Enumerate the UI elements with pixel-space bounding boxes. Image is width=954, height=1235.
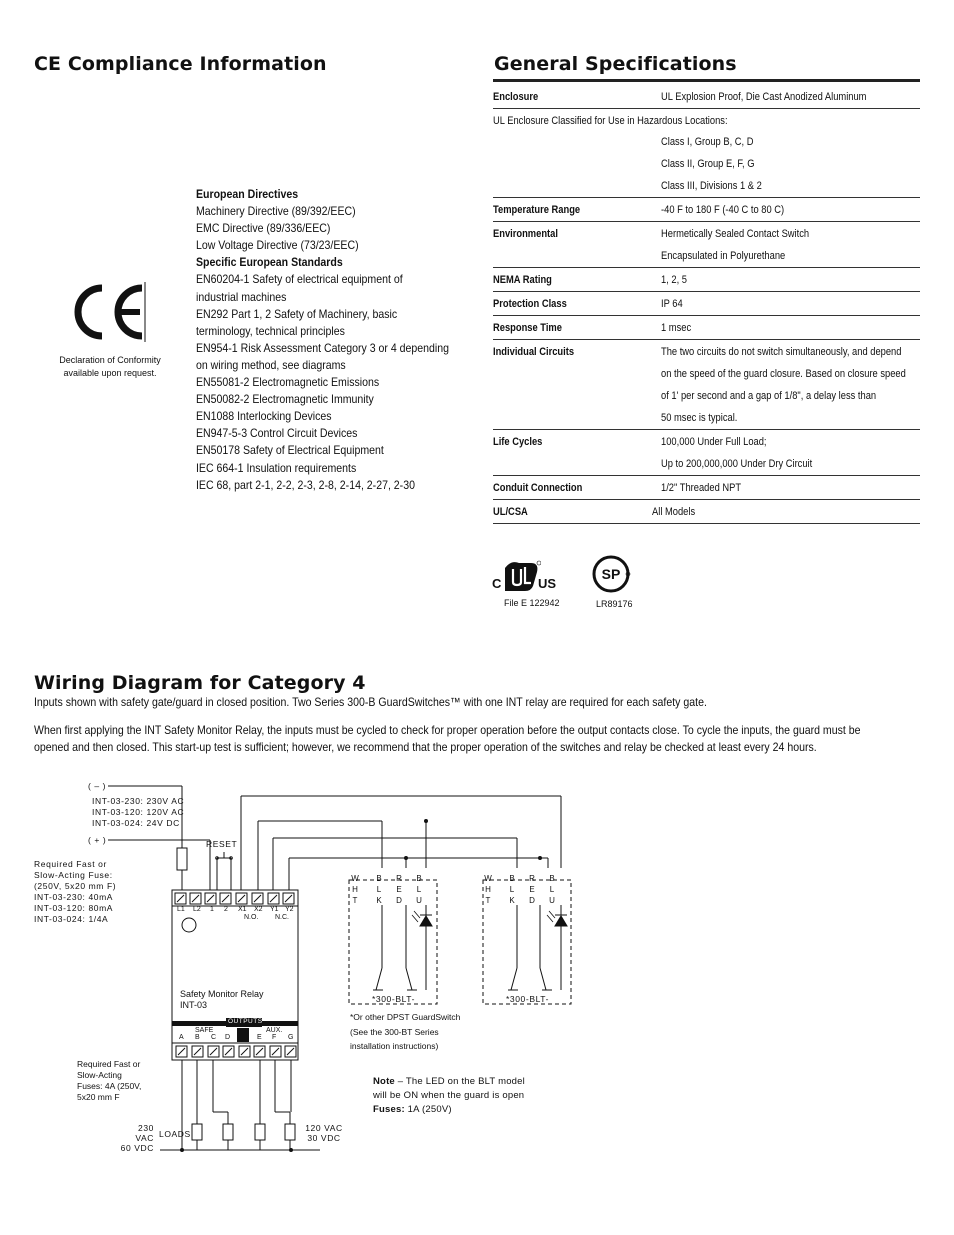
output-terminal: C bbox=[211, 1034, 217, 1041]
standard-item: industrial machines bbox=[196, 289, 287, 304]
spec-label: Protection Class bbox=[493, 298, 567, 310]
wire-label-blk: B L K bbox=[376, 874, 382, 905]
spec-value: Up to 200,000,000 Under Dry Circuit bbox=[661, 458, 813, 470]
terminal-label: 1 bbox=[210, 906, 214, 913]
spec-label: NEMA Rating bbox=[493, 274, 552, 286]
spec-value: UL Explosion Proof, Die Cast Anodized Aluminum bbox=[661, 91, 867, 103]
load-fuse-line: Required Fast or bbox=[77, 1059, 141, 1069]
svg-text:SP: SP bbox=[601, 566, 621, 582]
terminal-label: X2 bbox=[254, 906, 263, 913]
directive-item: Low Voltage Directive (73/23/EEC) bbox=[196, 238, 359, 253]
spec-value: Class II, Group E, F, G bbox=[661, 158, 755, 170]
wiring-instructions-line: opened and then closed. This start-up test is sufficient; however, we recommend that the proper operation of the switches and relay be checked at least every 24 hours. bbox=[34, 740, 817, 754]
ul-recognized-icon bbox=[501, 560, 541, 592]
reset-label: RESET bbox=[206, 839, 238, 849]
nc-label: N.C. bbox=[275, 914, 289, 921]
standard-item: EN292 Part 1, 2 Safety of Machinery, basic bbox=[196, 306, 398, 321]
load-fuse-line: Fuses: 4A (250V, bbox=[77, 1081, 142, 1091]
terminal-label: L1 bbox=[177, 906, 185, 913]
standard-item: EN60204-1 Safety of electrical equipment of bbox=[196, 272, 403, 287]
spec-divider bbox=[493, 221, 920, 222]
spec-divider bbox=[493, 267, 920, 268]
supply-voltages bbox=[92, 796, 184, 829]
wire-label-red: R E D bbox=[529, 874, 535, 905]
spec-divider bbox=[493, 108, 920, 109]
relay-label bbox=[180, 989, 264, 1011]
spec-value: -40 F to 180 F (-40 C to 80 C) bbox=[661, 204, 785, 216]
standard-item: EN55081-2 Electromagnetic Emissions bbox=[196, 375, 380, 390]
spec-value: 1/2" Threaded NPT bbox=[661, 482, 742, 494]
spec-value: Class I, Group B, C, D bbox=[661, 136, 754, 148]
output-terminal: B bbox=[195, 1034, 200, 1041]
voltage-line: 60 VDC bbox=[120, 1143, 154, 1153]
wiring-intro: Inputs shown with safety gate/guard in closed position. Two Series 300-B GuardSwitches™ with one INT relay are required for each safety gate. bbox=[34, 695, 707, 709]
spec-divider bbox=[493, 523, 920, 524]
fuse-line: Slow-Acting Fuse: bbox=[34, 870, 113, 880]
plus-label: ( + ) bbox=[88, 835, 107, 845]
load-fuse-note bbox=[77, 1059, 141, 1103]
spec-divider bbox=[493, 339, 920, 340]
directive-item: Machinery Directive (89/392/EEC) bbox=[196, 204, 356, 219]
standard-item: on wiring method, see diagrams bbox=[196, 357, 346, 372]
safe-label: SAFE bbox=[195, 1027, 214, 1034]
spec-divider bbox=[493, 475, 920, 476]
fuses-bold: Fuses: bbox=[373, 1104, 405, 1115]
note-bold: Note bbox=[373, 1076, 395, 1087]
spec-divider bbox=[493, 315, 920, 316]
ul-file-number: File E 122942 bbox=[504, 598, 560, 608]
specs-table bbox=[493, 82, 920, 527]
spec-value: on the speed of the guard closure. Based on closure speed bbox=[661, 368, 906, 380]
ul-logo bbox=[490, 560, 570, 610]
terminal-label: Y1 bbox=[270, 906, 279, 913]
supply-fuse-note bbox=[34, 859, 116, 925]
switch2-label: *300-BLT- bbox=[506, 994, 550, 1004]
wiring-instructions-line: When first applying the INT Safety Monitor Relay, the inputs must be cycled to check for proper operation before the output contacts close. To cycle the inputs, the guard must be bbox=[34, 723, 861, 737]
spec-label: Temperature Range bbox=[493, 204, 581, 216]
spec-value: The two circuits do not switch simultaneously, and depend bbox=[661, 346, 902, 358]
voltage-line: 120 VAC bbox=[305, 1123, 343, 1133]
wiring-title: Wiring Diagram for Category 4 bbox=[34, 672, 366, 694]
switch-note-line: installation instructions) bbox=[350, 1041, 439, 1051]
fuse-line: INT-03-024: 1/4A bbox=[34, 914, 109, 924]
spec-value: IP 64 bbox=[661, 298, 683, 310]
no-label: N.O. bbox=[244, 914, 259, 921]
output-terminal: E bbox=[257, 1034, 262, 1041]
spec-divider bbox=[493, 197, 920, 198]
spec-value: 100,000 Under Full Load; bbox=[661, 436, 767, 448]
switch1-label: *300-BLT- bbox=[372, 994, 416, 1004]
standard-item: EN50082-2 Electromagnetic Immunity bbox=[196, 392, 374, 407]
note-text: – The LED on the BLT model bbox=[394, 1076, 525, 1087]
spec-divider bbox=[493, 291, 920, 292]
ce-mark-icon bbox=[66, 282, 150, 342]
wire-label-red: R E D bbox=[396, 874, 402, 905]
standard-item: terminology, technical principles bbox=[196, 323, 345, 338]
fuse-line: INT-03-230: 40mA bbox=[34, 892, 114, 902]
wire-label-blu: B L U bbox=[416, 874, 422, 905]
supply-line: INT-03-120: 120V AC bbox=[92, 807, 185, 817]
standard-item: EN50178 Safety of Electrical Equipment bbox=[196, 443, 384, 458]
spec-label: Individual Circuits bbox=[493, 346, 575, 358]
led-note bbox=[373, 1075, 525, 1117]
voltage-left bbox=[118, 1123, 154, 1153]
csa-file-number: LR89176 bbox=[596, 599, 633, 609]
note-line: will be ON when the guard is open bbox=[373, 1090, 525, 1101]
spec-label: Life Cycles bbox=[493, 436, 543, 448]
load-fuse-line: 5x20 mm F bbox=[77, 1092, 120, 1102]
loads-label: LOADS bbox=[159, 1129, 191, 1139]
csa-logo bbox=[592, 555, 636, 611]
switch-note-line: (See the 300-BT Series bbox=[350, 1026, 439, 1037]
directive-item: EMC Directive (89/336/EEC) bbox=[196, 221, 331, 236]
standard-item: EN1088 Interlocking Devices bbox=[196, 409, 332, 424]
relay-name: Safety Monitor Relay bbox=[180, 989, 264, 999]
spec-divider bbox=[493, 499, 920, 500]
declaration-line: Declaration of Conformity bbox=[59, 355, 161, 365]
standard-item: EN954-1 Risk Assessment Category 3 or 4 depending bbox=[196, 340, 449, 355]
load-fuse-line: Slow-Acting bbox=[77, 1070, 122, 1080]
switch-note-line: *Or other DPST GuardSwitch bbox=[350, 1012, 461, 1022]
output-terminal: G bbox=[288, 1034, 294, 1041]
spec-label: Conduit Connection bbox=[493, 482, 583, 494]
supply-line: INT-03-230: 230V AC bbox=[92, 796, 185, 806]
spec-label: UL/CSA bbox=[493, 506, 528, 518]
csa-icon bbox=[592, 555, 632, 595]
directives-block bbox=[196, 186, 449, 494]
wire-label-wht: W H T bbox=[484, 874, 492, 905]
ul-us-text: US bbox=[538, 576, 557, 591]
declaration-line: available upon request. bbox=[63, 368, 157, 378]
spec-value: All Models bbox=[652, 506, 696, 518]
supply-line: INT-03-024: 24V DC bbox=[92, 818, 180, 828]
switch-note bbox=[350, 1010, 460, 1054]
wire-label-wht: W H T bbox=[351, 874, 359, 905]
standard-item: IEC 68, part 2-1, 2-2, 2-3, 2-8, 2-14, 2-27, 2-30 bbox=[196, 477, 415, 492]
spec-value: 1 msec bbox=[661, 322, 692, 334]
terminal-label: Y2 bbox=[285, 906, 294, 913]
outputs-label: OUTPUTS bbox=[228, 1018, 263, 1025]
aux-label: AUX. bbox=[266, 1027, 283, 1034]
voltage-right bbox=[305, 1123, 343, 1143]
output-terminal: F bbox=[272, 1034, 277, 1041]
minus-label: ( – ) bbox=[88, 781, 107, 791]
relay-model: INT-03 bbox=[180, 1000, 208, 1010]
spec-note: UL Enclosure Classified for Use in Hazardous Locations: bbox=[493, 115, 728, 127]
declaration-note bbox=[42, 354, 178, 380]
terminal-label: 2 bbox=[224, 906, 228, 913]
fuses-text: 1A (250V) bbox=[404, 1104, 452, 1115]
spec-value: Encapsulated in Polyurethane bbox=[661, 250, 786, 262]
spec-value: Class III, Divisions 1 & 2 bbox=[661, 180, 762, 192]
spec-divider bbox=[493, 429, 920, 430]
terminal-label: X1 bbox=[238, 906, 247, 913]
spec-value: 50 msec is typical. bbox=[661, 412, 738, 424]
spec-value: of 1' per second and a gap of 1/8", a delay less than bbox=[661, 390, 877, 402]
terminal-label: L2 bbox=[193, 906, 201, 913]
voltage-line: 230 VAC bbox=[135, 1123, 154, 1143]
output-terminal: A bbox=[179, 1034, 184, 1041]
spec-label: Environmental bbox=[493, 228, 558, 240]
fuse-line: INT-03-120: 80mA bbox=[34, 903, 114, 913]
output-terminal: D bbox=[225, 1034, 231, 1041]
directives-heading: European Directives bbox=[196, 187, 299, 201]
fuse-line: (250V, 5x20 mm F) bbox=[34, 881, 117, 891]
voltage-line: 30 VDC bbox=[307, 1133, 341, 1143]
fuse-line: Required Fast or bbox=[34, 859, 107, 869]
standards-heading: Specific European Standards bbox=[196, 255, 343, 270]
specs-title: General Specifications bbox=[494, 53, 737, 75]
standard-item: EN947-5-3 Control Circuit Devices bbox=[196, 426, 358, 441]
wire-label-blk: B L K bbox=[509, 874, 515, 905]
standard-item: IEC 664-1 Insulation requirements bbox=[196, 460, 357, 475]
ul-c-text: C bbox=[492, 576, 502, 591]
ce-title: CE Compliance Information bbox=[34, 53, 327, 75]
spec-value: 1, 2, 5 bbox=[661, 274, 687, 286]
spec-value: Hermetically Sealed Contact Switch bbox=[661, 228, 810, 240]
wire-label-blu: B L U bbox=[549, 874, 555, 905]
spec-label: Enclosure bbox=[493, 91, 539, 103]
spec-label: Response Time bbox=[493, 322, 562, 334]
